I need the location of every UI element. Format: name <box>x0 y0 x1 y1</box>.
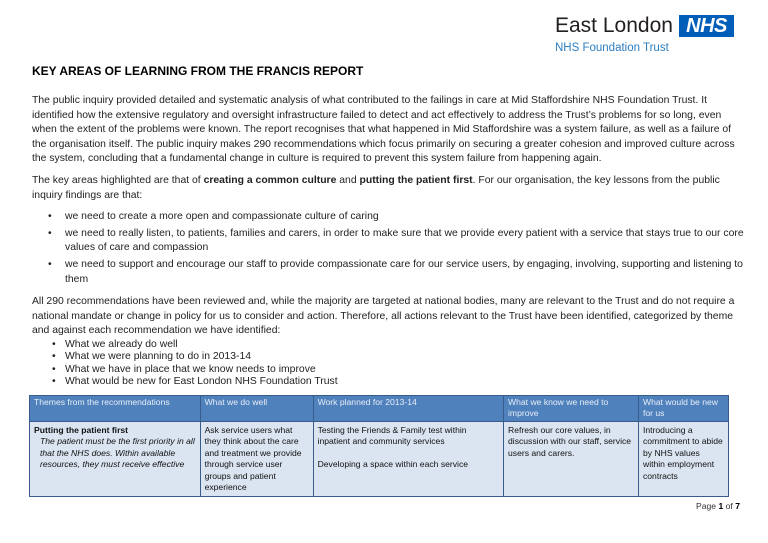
bullet-icon: • <box>52 351 56 363</box>
column-header-new-for-us: What would be new for us <box>638 395 728 421</box>
bullet-icon: • <box>52 338 56 350</box>
lesson-text: we need to really listen, to patients, families and carers, in order to make sure that we provide every patient with a service that stays true to our core values of care and compassion <box>65 227 744 254</box>
bullet-icon: • <box>48 227 52 239</box>
need-improve-cell: Refresh our core values, in discussion with our staff, service users and carers. <box>504 421 639 496</box>
of-label: of <box>725 500 733 511</box>
bullet-icon: • <box>52 376 56 388</box>
category-text: What we were planning to do in 2013-14 <box>65 351 251 363</box>
theme-cell <box>30 421 201 496</box>
list-item <box>52 351 744 363</box>
recommendations-paragraph: All 290 recommendations have been reviewed and, while the majority are targeted at national bodies, many are relevant to the Trust and do not require a national mandate or change in policy for us to consider and action. Therefore, all actions relevant to the Trust have been identified, categorized by theme and against each recommendation we have identified: <box>32 296 735 337</box>
list-item <box>48 210 744 225</box>
bullet-icon: • <box>48 258 52 270</box>
column-header-work-planned: Work planned for 2013-14 <box>313 395 503 421</box>
theme-description: The patient must be the first priority in all that the NHS does. Within available resources, they must receive effective <box>40 436 195 470</box>
column-header-need-improve: What we know we need to improve <box>504 395 639 421</box>
lesson-text: we need to support and encourage our staff to provide compassionate care for our service users, by engaging, involving, supporting and listening to them <box>65 258 743 285</box>
theme-title: Putting the patient first <box>34 424 129 435</box>
list-item <box>48 227 744 256</box>
key-areas-text-3: . For our organisation, the key lessons from the public inquiry findings are that: <box>32 174 720 201</box>
new-for-us-cell: Introducing a commitment to abide by NHS values within employment contracts <box>638 421 728 496</box>
column-header-do-well: What we do well <box>200 395 313 421</box>
bullet-icon: • <box>52 363 56 375</box>
categories-list <box>52 339 744 389</box>
list-item <box>52 376 744 388</box>
key-area-patient-first: putting the patient first <box>359 174 473 186</box>
intro-paragraph: The public inquiry provided detailed and systematic analysis of what contributed to the failings in care at Mid Staffordshire NHS Foundation Trust. It identified how the extensive regulatory and oversight infrastructure failed to detect and act effectively to address the Trust’s problems for so long, even when the extent of the problems were known. The report recognises that what happened in Mid Staffordshire was a system failure, as well as a failure of the organisation itself. The public inquiry makes 290 recommendations which focus primarily on securing a greater cohesion and improved culture across the system, concluding that a fundamental change in culture is required to prevent this system failure from happening again. <box>32 95 735 165</box>
current-page: 1 <box>718 500 724 511</box>
lessons-list <box>48 210 744 287</box>
work-planned-cell: Testing the Friends & Family test within inpatient and community services Developing a space within each service <box>313 421 503 496</box>
logo-org-name: East London <box>555 14 673 37</box>
table-row <box>30 421 729 496</box>
page-label: Page <box>696 500 717 511</box>
key-areas-text-1: The key areas highlighted are that of <box>32 174 204 186</box>
page-title: KEY AREAS OF LEARNING FROM THE FRANCIS REPORT <box>32 64 364 78</box>
key-area-common-culture: creating a common culture <box>203 174 337 186</box>
category-text: What we already do well <box>65 338 178 350</box>
category-text: What we have in place that we know needs to improve <box>65 363 316 375</box>
total-pages: 7 <box>735 500 740 511</box>
themes-table <box>29 395 729 497</box>
list-item <box>52 339 744 351</box>
key-areas-paragraph <box>32 174 744 203</box>
page-number <box>32 501 744 512</box>
lesson-text: we need to create a more open and compassionate culture of caring <box>65 211 379 223</box>
east-london-nhs-logo <box>555 12 760 56</box>
nhs-logo-mark: NHS <box>679 15 734 37</box>
table-header-row <box>30 395 729 421</box>
bullet-icon: • <box>48 211 52 223</box>
key-areas-text-2: and <box>336 174 360 186</box>
list-item <box>52 364 744 376</box>
logo-subtitle: NHS Foundation Trust <box>555 42 669 54</box>
category-text: What would be new for East London NHS Foundation Trust <box>65 376 338 388</box>
do-well-cell: Ask service users what they think about the care and treatment we provide through service user groups and patient experience <box>200 421 313 496</box>
column-header-themes: Themes from the recommendations <box>30 395 201 421</box>
list-item <box>48 258 744 287</box>
